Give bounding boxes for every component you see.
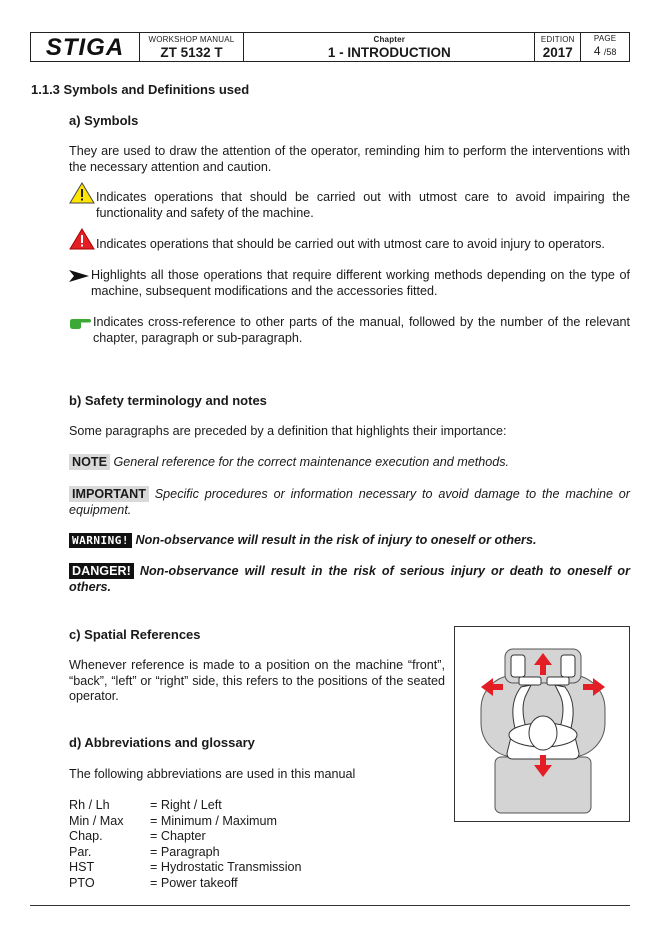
danger-text: Non-observance will result in the risk of serious injury or death to oneself or others. (69, 564, 631, 594)
symbols-heading: a) Symbols (69, 113, 139, 128)
abbreviation: Par. (69, 844, 92, 859)
workshop-cell (139, 33, 244, 61)
abbreviations-list (69, 798, 369, 892)
important-tag: IMPORTANT (69, 486, 149, 502)
abbreviation-meaning: = Hydrostatic Transmission (150, 860, 302, 874)
safety-intro: Some paragraphs are preceded by a definition that highlights their importance: (69, 424, 507, 438)
abbreviation-meaning: = Minimum / Maximum (150, 813, 278, 828)
note-definition (69, 455, 630, 471)
important-text: Specific procedures or information necessary to avoid damage to the machine or equipment. (69, 487, 631, 517)
abbreviation-meaning: = Paragraph (150, 844, 220, 859)
symbol-item-text: Indicates operations that should be carried out with utmost care to avoid injury to operators. (96, 237, 605, 251)
section-title: 1.1.3 Symbols and Definitions used (31, 82, 250, 97)
abbreviations-intro: The following abbreviations are used in this manual (69, 767, 356, 781)
note-tag: NOTE (69, 454, 110, 470)
abbreviation: HST (69, 860, 95, 874)
arrow-pointer-icon (69, 270, 89, 282)
operator-position-figure (454, 626, 630, 822)
page-header (30, 32, 630, 62)
spatial-text: Whenever reference is made to a position on the machine “front”, “back”, “left” or “right” side, this refers to the positions of the seated operator. (69, 658, 445, 703)
page-cell (580, 33, 629, 61)
chapter-title: 1 - INTRODUCTION (327, 44, 451, 60)
warning-tag: WARNING! (69, 533, 132, 548)
danger-definition (69, 564, 630, 595)
yellow-warning-triangle-icon (69, 182, 95, 204)
footer-rule (30, 905, 630, 906)
red-warning-triangle-icon (69, 228, 95, 250)
safety-heading: b) Safety terminology and notes (69, 393, 267, 408)
symbol-item-text: Highlights all those operations that require different working methods depending on the type of machine, subsequent modifications and the accessories fitted. (91, 268, 630, 298)
brand-logo (31, 33, 139, 61)
spatial-heading: c) Spatial References (69, 627, 201, 642)
workshop-label: WORKSHOP MANUAL (148, 34, 235, 44)
warning-definition (69, 533, 630, 549)
symbol-item-text: Indicates operations that should be carried out with utmost care to avoid impairing the functionality and safety of the machine. (96, 190, 630, 220)
abbreviation-meaning: = Right / Left (150, 798, 222, 812)
edition-label: EDITION (540, 34, 575, 44)
abbreviation-meaning: = Power takeoff (150, 875, 238, 890)
edition-year: 2017 (542, 44, 573, 60)
abbreviation: Chap. (69, 829, 103, 843)
chapter-label: Chapter (373, 34, 406, 44)
symbol-item-text: Indicates cross-reference to other parts of the manual, followed by the number of the relevant chapter, paragraph or sub-paragraph. (93, 315, 630, 345)
important-definition (69, 487, 630, 518)
abbreviation: PTO (69, 875, 95, 890)
note-text: General reference for the correct maintenance execution and methods. (113, 455, 510, 469)
page-label: PAGE (593, 34, 617, 43)
pointing-hand-icon (69, 317, 91, 329)
abbreviations-heading: d) Abbreviations and glossary (69, 735, 255, 750)
danger-tag: DANGER! (69, 563, 134, 579)
model-name: ZT 5132 T (160, 44, 223, 60)
page-number: 4 (593, 44, 601, 58)
stiga-logo-icon (35, 35, 135, 59)
warning-text: Non-observance will result in the risk of injury to oneself or others. (135, 533, 537, 547)
abbreviation: Rh / Lh (69, 798, 110, 812)
edition-cell (534, 33, 580, 61)
seated-operator-illustration (455, 627, 629, 821)
abbreviation: Min / Max (69, 813, 124, 828)
page-total: /58 (603, 47, 617, 57)
page-number-display (594, 44, 617, 60)
symbols-intro: They are used to draw the attention of the operator, reminding him to perform the interventions with the necessary attention and caution. (69, 144, 630, 174)
abbreviation-meaning: = Chapter (150, 829, 206, 843)
brand-name: STIGA (45, 35, 124, 59)
chapter-cell (243, 33, 534, 61)
